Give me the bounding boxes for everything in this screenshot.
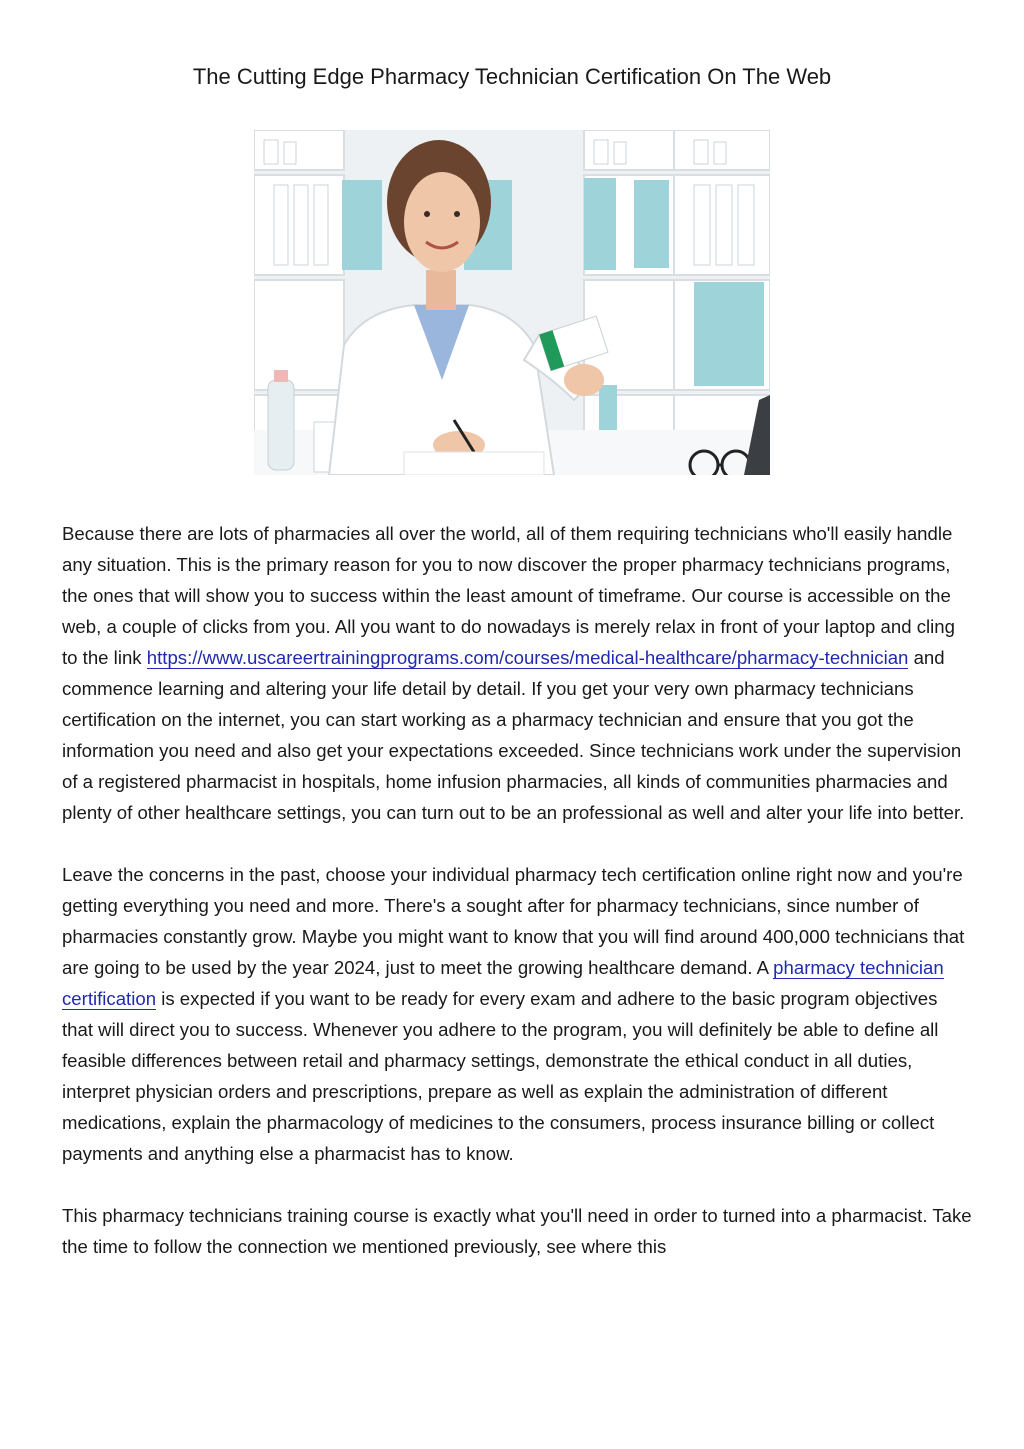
paragraph-1-text-b: and commence learning and altering your life detail by detail. If you get your very own pharmacy technicians certification on the internet, you can start working as a pharmacy technician and ensure that you got the information you need and also get your expectations exceeded. Since technicians work under the supervision of a registered pharmacist in hospitals, home infusion pharmacies, all kinds of communities pharmacies and plenty of other healthcare settings, you can turn out to be an professional as well and alter your life into better. [62, 647, 965, 823]
article-body [62, 518, 972, 1293]
paragraph-1 [62, 518, 972, 828]
pharmacist-photo [254, 130, 770, 475]
paragraph-2 [62, 859, 972, 1169]
paragraph-3: This pharmacy technicians training course is exactly what you'll need in order to turned into a pharmacist. Take the time to follow the connection we mentioned previously, see where this [62, 1205, 972, 1257]
paragraph-2-text-b: is expected if you want to be ready for every exam and adhere to the basic program objectives that will direct you to success. Whenever you adhere to the program, you will definitely be able to define all feasible differences between retail and pharmacy settings, demonstrate the ethical conduct in all duties, interpret physician orders and prescriptions, prepare as well as explain the administration of different medications, explain the pharmacology of medicines to the consumers, process insurance billing or collect payments and anything else a pharmacist has to know. [62, 988, 939, 1164]
page-title: The Cutting Edge Pharmacy Technician Certification On The Web [192, 64, 832, 89]
course-url-link[interactable]: https://www.uscareertrainingprograms.com/courses/medical-healthcare/pharmacy-technician [146, 647, 909, 668]
paragraph-1-text-a: Because there are lots of pharmacies all over the world, all of them requiring technicians who'll easily handle any situation. This is the primary reason for you to now discover the proper pharmacy technicians programs, the ones that will show you to success within the least amount of timeframe. Our course is accessible on the web, a couple of clicks from you. All you want to do nowadays is merely relax in front of your laptop and cling to the link [62, 523, 955, 668]
certification-link[interactable]: pharmacy technician certification [62, 957, 944, 1009]
paragraph-2-text-a: Leave the concerns in the past, choose your individual pharmacy tech certification online right now and you're getting everything you need and more. There's a sought after for pharmacy technicians, since number of pharmacies constantly grow. Maybe you might want to know that you will find around 400,000 technicians that are going to be used by the year 2024, just to meet the growing healthcare demand. A [62, 864, 965, 978]
